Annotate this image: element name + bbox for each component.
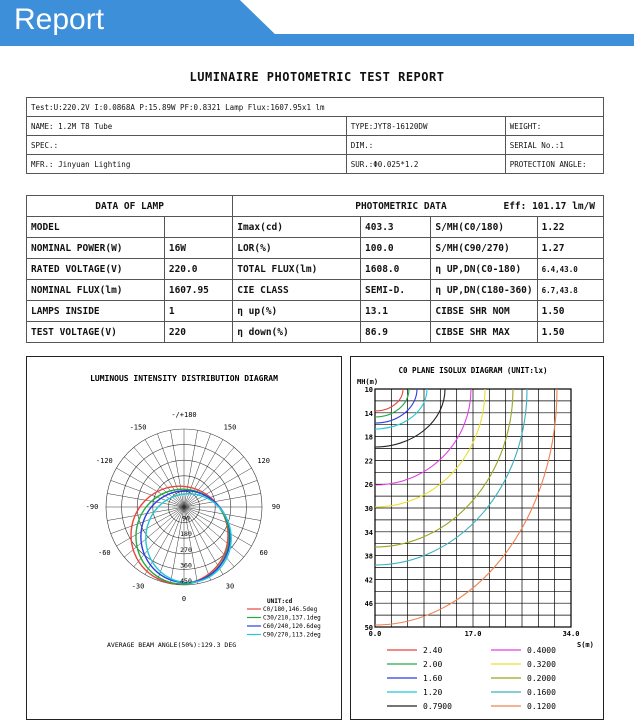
photo-value: 1608.0 xyxy=(361,259,431,280)
stat-value: 1.22 xyxy=(537,217,603,238)
isolux-legend-label: 2.40 xyxy=(423,646,443,655)
lamp-value: 1 xyxy=(164,301,232,322)
test-line: Test:U:220.2V I:0.0868A P:15.89W PF:0.8321 Lamp Flux:1607.95x1 lm xyxy=(27,98,604,117)
isolux-grid xyxy=(365,386,580,638)
polar-angle-label: -150 xyxy=(129,423,147,432)
polar-radial-label: 90 xyxy=(182,514,190,523)
lamp-value: 16W xyxy=(164,238,232,259)
isolux-diagram xyxy=(351,357,603,719)
photometric-header xyxy=(233,196,604,217)
isolux-x-tick: 17.0 xyxy=(464,630,482,638)
lamp-key: RATED VOLTAGE(V) xyxy=(27,259,165,280)
weight-cell: WEIGHT: xyxy=(505,117,603,136)
lamp-rows xyxy=(27,217,604,343)
isolux-legend-label: 1.20 xyxy=(423,688,443,697)
isolux-y-tick: 34 xyxy=(364,528,373,537)
polar-legend-label: C60/240,120.6deg xyxy=(263,623,321,630)
report-header xyxy=(0,0,634,46)
lamp-value xyxy=(164,217,232,238)
polar-legend xyxy=(247,606,321,639)
lamp-value: 220 xyxy=(164,322,232,343)
polar-radial-label: 450 xyxy=(180,577,192,585)
lamp-data-table xyxy=(26,195,604,343)
lamp-row xyxy=(27,301,604,322)
polar-radial-label: 180 xyxy=(180,530,192,539)
polar-diagram-box xyxy=(26,356,342,720)
stat-key: S/MH(C90/270) xyxy=(431,238,537,259)
polar-angle-label: -90 xyxy=(85,503,99,511)
polar-angle-label: 120 xyxy=(257,457,271,465)
sur-cell: SUR.:Φ0.025*1.2 xyxy=(346,155,505,174)
lamp-row xyxy=(27,280,604,301)
polar-angle-label: -30 xyxy=(131,582,145,591)
stat-value: 1.50 xyxy=(537,301,603,322)
type-cell: TYPE:JYT8-16120DW xyxy=(346,117,505,136)
isolux-legend-label: 0.1200 xyxy=(527,702,556,711)
polar-diagram xyxy=(27,357,341,719)
polar-angle-label: 0 xyxy=(181,595,187,603)
isolux-legend-label: 0.4000 xyxy=(527,646,556,655)
stat-key: CIBSE SHR NOM xyxy=(431,301,537,322)
isolux-curve xyxy=(375,389,403,411)
lamp-value: 1607.95 xyxy=(164,280,232,301)
photo-key: Imax(cd) xyxy=(233,217,361,238)
isolux-curve xyxy=(375,389,527,565)
photometric-title: PHOTOMETRIC DATA xyxy=(355,200,447,212)
protection-cell: PROTECTION ANGLE: xyxy=(505,155,603,174)
isolux-diagram-box xyxy=(350,356,604,720)
lamp-row xyxy=(27,322,604,343)
stat-key: η UP,DN(C0-180) xyxy=(431,259,537,280)
isolux-xlabel: S(m) xyxy=(577,641,594,649)
polar-angle-label: 60 xyxy=(259,549,268,557)
isolux-y-tick: 10 xyxy=(364,386,373,394)
lamp-key: NOMINAL FLUX(lm) xyxy=(27,280,165,301)
polar-legend-label: C90/270,113.2deg xyxy=(263,631,321,639)
isolux-legend-label: 2.00 xyxy=(423,660,443,669)
isolux-legend-label: 1.60 xyxy=(423,674,443,683)
efficiency: Eff: 101.17 lm/W xyxy=(503,200,595,212)
polar-angle-label: -120 xyxy=(95,457,113,465)
isolux-legend-label: 0.3200 xyxy=(527,660,556,669)
dim-cell: DIM.: xyxy=(346,136,505,155)
isolux-ylabel: MH(m) xyxy=(357,378,379,386)
name-cell: NAME: 1.2M T8 Tube xyxy=(27,117,347,136)
polar-angle-label: 150 xyxy=(223,423,237,432)
isolux-x-tick: 34.0 xyxy=(562,630,580,638)
polar-title: LUMINOUS INTENSITY DISTRIBUTION DIAGRAM xyxy=(90,374,278,383)
isolux-y-tick: 46 xyxy=(364,600,373,609)
stat-key: CIBSE SHR MAX xyxy=(431,322,537,343)
info-table xyxy=(26,97,604,174)
mfr-cell: MFR.: Jinyuan Lighting xyxy=(27,155,347,174)
isolux-title: C0 PLANE ISOLUX DIAGRAM (UNIT:lx) xyxy=(398,366,548,375)
lamp-key: LAMPS INSIDE xyxy=(27,301,165,322)
lamp-header: DATA OF LAMP xyxy=(27,196,233,217)
stat-key: S/MH(C0/180) xyxy=(431,217,537,238)
isolux-legend xyxy=(387,646,556,711)
isolux-y-tick: 38 xyxy=(364,552,373,561)
beam-angle: AVERAGE BEAM ANGLE(50%):129.3 DEG xyxy=(107,641,237,649)
isolux-y-tick: 42 xyxy=(364,576,373,585)
lamp-row xyxy=(27,238,604,259)
photo-value: 13.1 xyxy=(361,301,431,322)
stat-value: 1.50 xyxy=(537,322,603,343)
header-title: Report xyxy=(14,3,105,36)
isolux-legend-label: 0.2000 xyxy=(527,674,556,683)
photo-value: SEMI-D. xyxy=(361,280,431,301)
polar-angle-label: -60 xyxy=(97,549,111,557)
lamp-key: TEST VOLTAGE(V) xyxy=(27,322,165,343)
isolux-y-tick: 26 xyxy=(364,481,373,490)
lamp-row xyxy=(27,259,604,280)
polar-radial-label: 270 xyxy=(180,545,192,554)
polar-angle-label: -/+180 xyxy=(171,411,197,419)
isolux-y-tick: 30 xyxy=(364,505,373,513)
photo-key: η down(%) xyxy=(233,322,361,343)
polar-angle-label: 30 xyxy=(225,582,235,591)
isolux-y-tick: 14 xyxy=(364,409,373,418)
photo-value: 403.3 xyxy=(361,217,431,238)
spec-cell: SPEC.: xyxy=(27,136,347,155)
stat-value: 6.7,43.8 xyxy=(537,280,603,301)
polar-radial-label: 360 xyxy=(180,561,192,570)
lamp-key: NOMINAL POWER(W) xyxy=(27,238,165,259)
photo-value: 86.9 xyxy=(361,322,431,343)
isolux-x-tick: 0.0 xyxy=(368,630,382,638)
isolux-y-tick: 18 xyxy=(364,433,373,442)
photo-key: LOR(%) xyxy=(233,238,361,259)
photo-key: CIE CLASS xyxy=(233,280,361,301)
photo-key: TOTAL FLUX(lm) xyxy=(233,259,361,280)
isolux-y-tick: 22 xyxy=(364,457,373,466)
photo-value: 100.0 xyxy=(361,238,431,259)
lamp-value: 220.0 xyxy=(164,259,232,280)
isolux-legend-label: 0.7900 xyxy=(423,702,452,711)
polar-legend-label: C0/180,146.5deg xyxy=(263,606,318,613)
isolux-legend-label: 0.1600 xyxy=(527,688,556,697)
polar-unit: UNIT:cd xyxy=(267,598,293,605)
lamp-row xyxy=(27,217,604,238)
polar-angle-label: 90 xyxy=(271,503,281,511)
stat-value: 1.27 xyxy=(537,238,603,259)
stat-key: η UP,DN(C180-360) xyxy=(431,280,537,301)
photo-key: η up(%) xyxy=(233,301,361,322)
lamp-key: MODEL xyxy=(27,217,165,238)
serial-cell: SERIAL No.:1 xyxy=(505,136,603,155)
polar-legend-label: C30/210,137.1deg xyxy=(263,614,321,622)
isolux-y-tick: 50 xyxy=(364,624,373,632)
stat-value: 6.4,43.0 xyxy=(537,259,603,280)
report-title: LUMINAIRE PHOTOMETRIC TEST REPORT xyxy=(189,70,445,84)
